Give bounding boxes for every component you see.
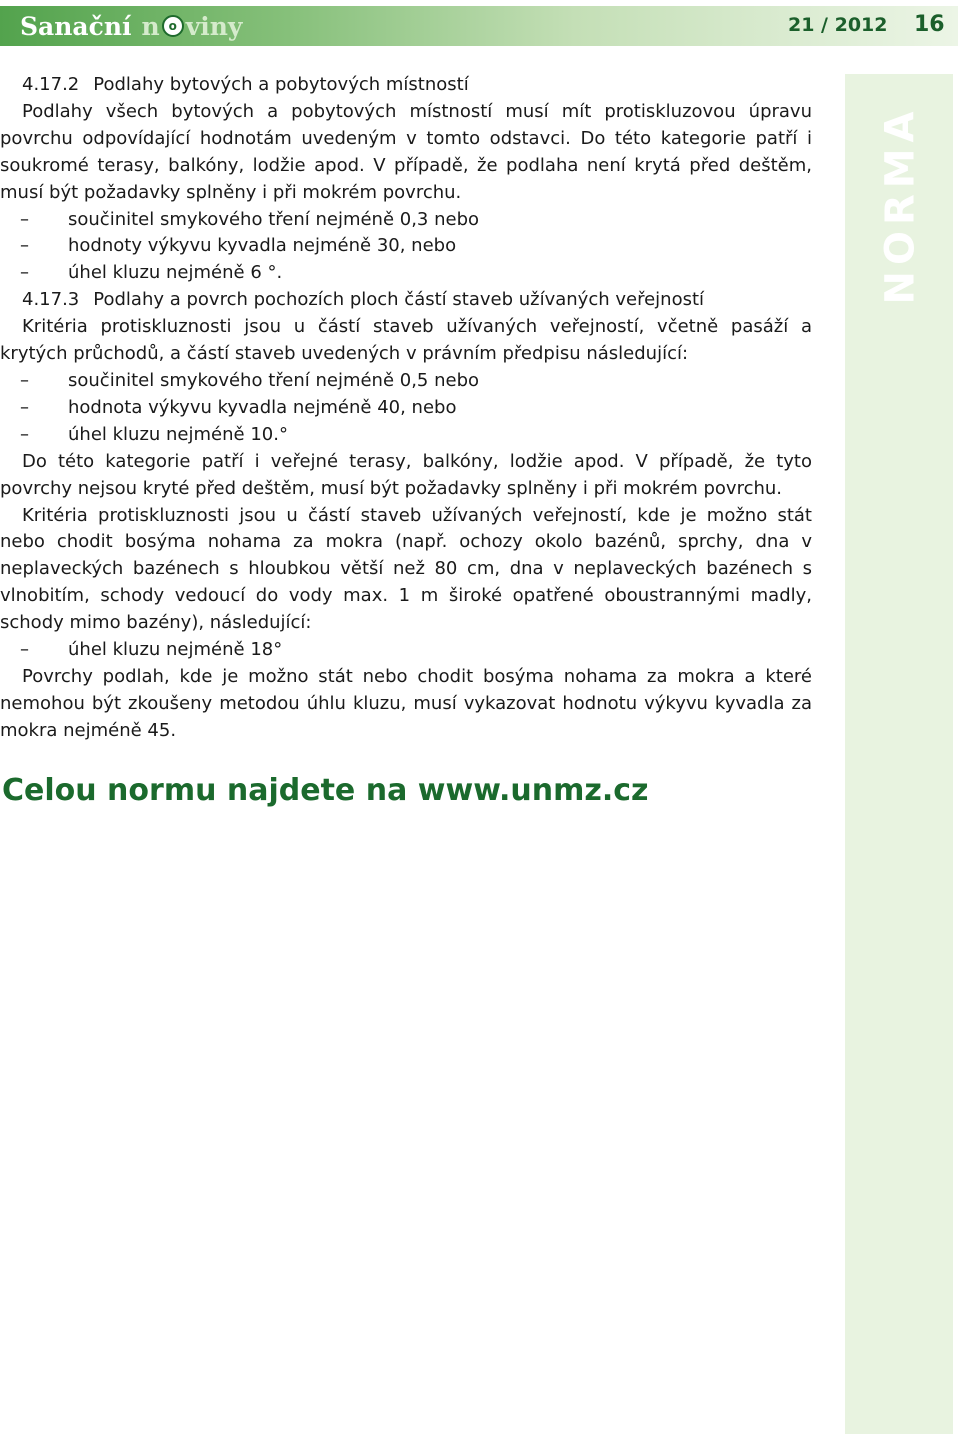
dash: –: [20, 208, 29, 230]
list-item: – součinitel smykového tření nejméně 0,3 nebo: [0, 207, 812, 234]
article-body: [0, 72, 812, 745]
paragraph: Kritéria protiskluznosti jsou u částí staveb užívaných veřejností, kde je možno stát nebo chodit bosýma nohama za mokra (např. ochozy okolo bazénů, sprchy, dna v neplaveckých bazénech s hloubkou větší než 80 cm, dna v neplaveckých bazénech s vlnobitím, schody vedoucí do vody max. 1 m široké opatřené oboustrannými madly, schody mimo bazény), následující:: [0, 504, 812, 634]
paragraph: Podlahy všech bytových a pobytových místností musí mít protiskluzovou úpravu povrchu odpovídající hodnotám uvedeným v tomto odstavci. Do této kategorie patří i soukromé terasy, balkóny, lodžie apod. V případě, že podlaha není krytá před deštěm, musí být požadavky splněny i při mokrém povrchu.: [0, 100, 812, 203]
cta-link-text: Celou normu najdete na www.unmz.cz: [2, 773, 649, 808]
logo-word-1: Sanační: [20, 11, 132, 41]
issue-number: 21 / 2012: [788, 14, 888, 36]
list-item: – úhel kluzu nejméně 18°: [0, 637, 812, 664]
paragraph: Povrchy podlah, kde je možno stát nebo chodit bosýma nohama za mokra a které nemohou být zkoušeny metodou úhlu kluzu, musí vykazovat hodnotu výkyvu kyvadla za mokra nejméně 45.: [0, 665, 812, 741]
list-item: – součinitel smykového tření nejméně 0,5 nebo: [0, 368, 812, 395]
paragraph: Kritéria protiskluznosti jsou u částí staveb užívaných veřejností, včetně pasáží a krytých průchodů, a částí staveb uvedených v právním předpisu následující:: [0, 316, 812, 365]
dash: –: [20, 262, 29, 284]
dash: –: [20, 235, 29, 257]
list-item: – úhel kluzu nejméně 10.°: [0, 422, 812, 449]
dash: –: [20, 369, 29, 391]
list-item: – úhel kluzu nejméně 6 °.: [0, 260, 812, 287]
section-heading: 4.17.2 Podlahy bytových a pobytových místností: [22, 74, 469, 95]
logo-circle-icon: o: [162, 15, 184, 37]
logo-word-2: n o viny: [141, 11, 243, 41]
list-item: – hodnoty výkyvu kyvadla nejméně 30, nebo: [0, 233, 812, 260]
page-number: 16: [914, 12, 945, 37]
section-heading: 4.17.3 Podlahy a povrch pochozích ploch částí staveb užívaných veřejností: [22, 289, 705, 311]
side-section-label: NORMA: [878, 105, 925, 305]
magazine-logo: [20, 8, 242, 44]
list-item: – hodnota výkyvu kyvadla nejméně 40, nebo: [0, 395, 812, 422]
paragraph: Do této kategorie patří i veřejné terasy, balkóny, lodžie apod. V případě, že tyto povrchy nejsou kryté před deštěm, musí být požadavky splněny i při mokrém povrchu.: [0, 450, 812, 499]
dash: –: [20, 423, 29, 445]
dash: –: [20, 396, 29, 418]
dash: –: [20, 639, 29, 661]
